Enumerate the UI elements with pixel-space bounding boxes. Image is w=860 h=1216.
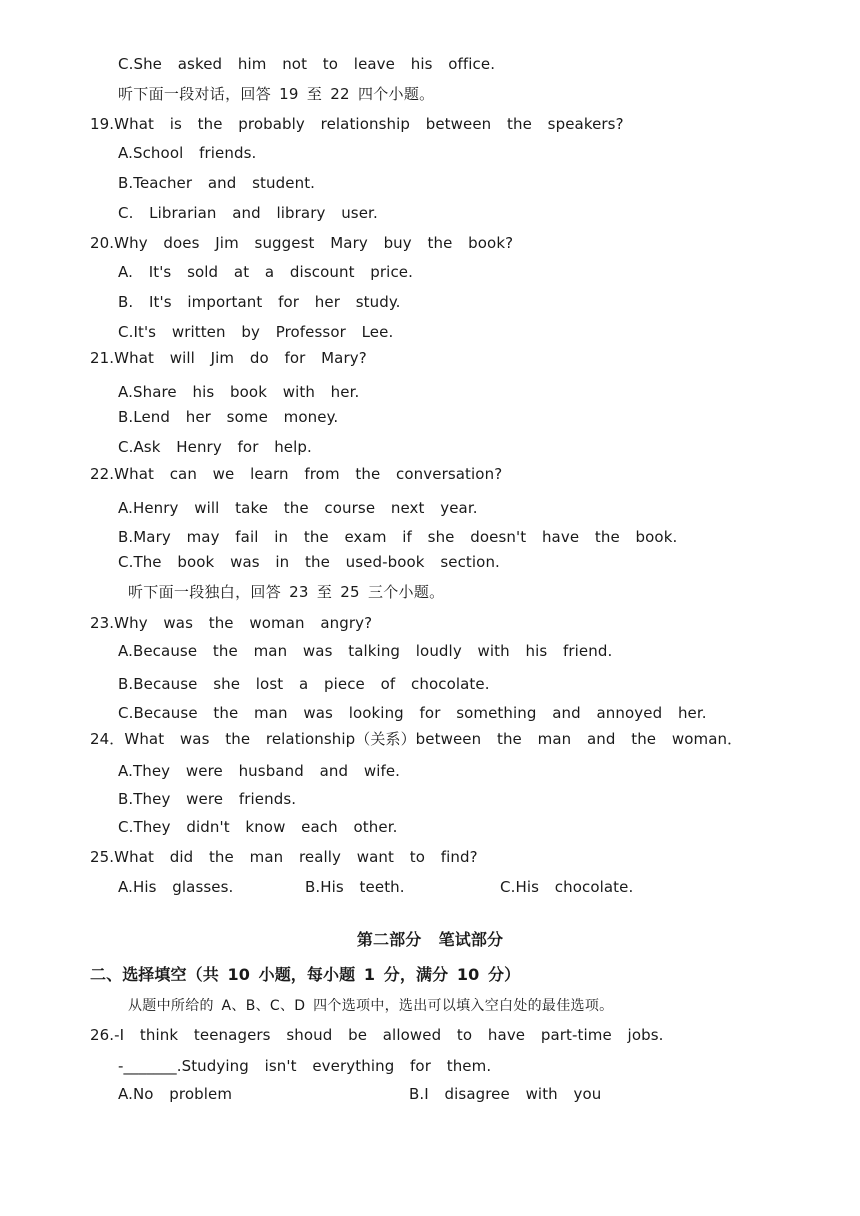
question-24: 24．What was the relationship（关系）between the man and the woman． xyxy=(90,730,743,748)
question-19: 19.What is the probably relationship between the speakers? xyxy=(90,115,624,133)
option-23c: C.Because the man was looking for something and annoyed her. xyxy=(118,704,707,722)
question-26: 26.-I think teenagers shoud be allowed to have part-time jobs. xyxy=(90,1026,664,1044)
option-19c: C. Librarian and library user. xyxy=(118,204,378,222)
question-26-response: -_______.Studying isn't everything for them. xyxy=(118,1057,492,1075)
option-24a: A.They were husband and wife. xyxy=(118,762,401,780)
option-24c: C.They didn't know each other. xyxy=(118,818,398,836)
section-two-heading: 二、选择填空（共 10 小题，每小题 1 分，满分 10 分） xyxy=(90,965,521,984)
option-22a: A.Henry will take the course next year. xyxy=(118,499,478,517)
option-25b: B.His teeth. xyxy=(305,878,405,896)
option-20b: B. It's important for her study. xyxy=(118,293,401,311)
section-instruction: 从题中所给的 A、B、C、D 四个选项中，选出可以填入空白处的最佳选项。 xyxy=(128,998,614,1014)
option-21b: B.Lend her some money. xyxy=(118,408,339,426)
listening-instruction: 听下面一段对话，回答 19 至 22 四个小题。 xyxy=(118,85,435,103)
option-22b: B.Mary may fail in the exam if she doesn't have the book. xyxy=(118,528,678,546)
monologue-instruction: 听下面一段独白，回答 23 至 25 三个小题。 xyxy=(128,583,445,601)
option-26b: B.I disagree with you xyxy=(409,1085,602,1103)
question-23: 23.Why was the woman angry? xyxy=(90,614,373,632)
option-20a: A. It's sold at a discount price. xyxy=(118,263,413,281)
option-23a: A.Because the man was talking loudly with his friend. xyxy=(118,642,613,660)
option-25a: A.His glasses. xyxy=(118,878,234,896)
part-two-heading: 第二部分 笔试部分 xyxy=(356,930,504,949)
question-21: 21.What will Jim do for Mary? xyxy=(90,349,367,367)
option-19b: B.Teacher and student. xyxy=(118,174,316,192)
option-26a: A.No problem xyxy=(118,1085,233,1103)
question-22: 22.What can we learn from the conversation? xyxy=(90,465,503,483)
option-18c: C.She asked him not to leave his office. xyxy=(118,55,496,73)
option-24b: B.They were friends. xyxy=(118,790,297,808)
option-21a: A.Share his book with her. xyxy=(118,383,360,401)
option-20c: C.It's written by Professor Lee. xyxy=(118,323,394,341)
question-25: 25.What did the man really want to find? xyxy=(90,848,478,866)
question-20: 20.Why does Jim suggest Mary buy the book? xyxy=(90,234,514,252)
option-25c: C.His chocolate. xyxy=(500,878,634,896)
option-19a: A.School friends. xyxy=(118,144,257,162)
option-21c: C.Ask Henry for help. xyxy=(118,438,312,456)
option-22c: C.The book was in the used-book section. xyxy=(118,553,500,571)
option-23b: B.Because she lost a piece of chocolate. xyxy=(118,675,490,693)
